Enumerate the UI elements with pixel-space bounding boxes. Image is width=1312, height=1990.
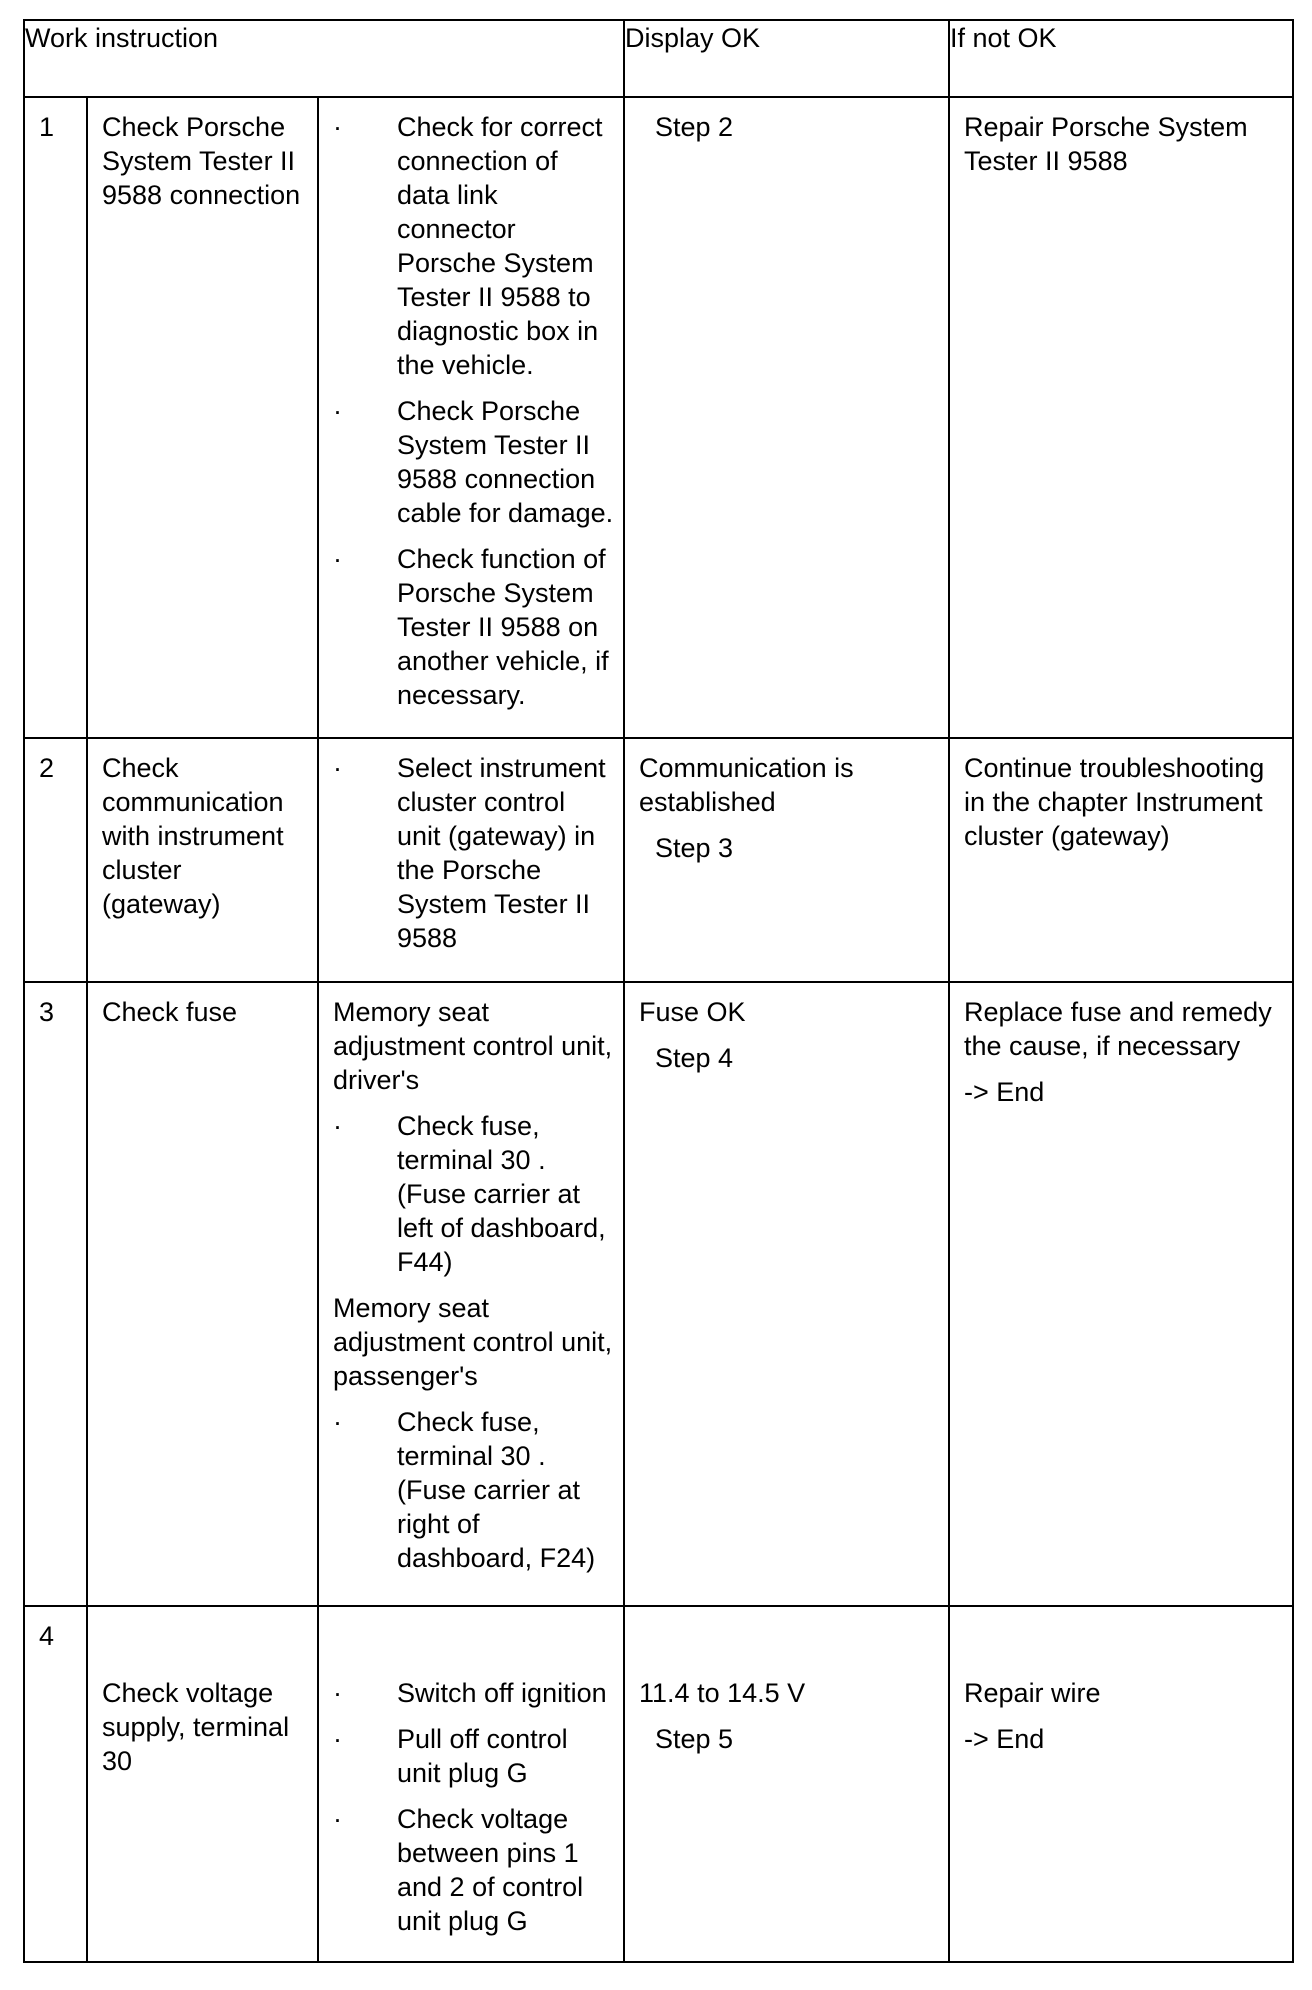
- step-title: Check fuse: [87, 982, 318, 1606]
- step-number: 2: [24, 738, 87, 982]
- spacer: [333, 1619, 615, 1676]
- not-ok-cell: [949, 97, 1293, 738]
- display-step: Step 3: [655, 833, 734, 863]
- bullet-text: Check fuse, terminal 30 . (Fuse carrier at right of dashboard, F24): [397, 1407, 596, 1573]
- table-row: [24, 97, 1293, 738]
- bullet-text: Check function of Porsche System Tester II 9588 on another vehicle, if necessary.: [397, 544, 609, 710]
- group-label: Memory seat adjustment control unit, driver's: [333, 997, 613, 1095]
- bullet-dot: ·: [333, 1111, 342, 1141]
- header-display-ok: Display OK: [624, 20, 949, 97]
- header-row: [24, 20, 1293, 97]
- spacer: [964, 1619, 1284, 1676]
- bullet-item: [333, 110, 615, 382]
- bullet-item: [333, 1109, 615, 1279]
- display-ok-cell: [624, 738, 949, 982]
- spacer: [639, 1619, 940, 1676]
- display-text: 11.4 to 14.5 V: [639, 1678, 806, 1708]
- not-ok-text: Continue troubleshooting in the chapter Instrument cluster (gateway): [964, 753, 1265, 851]
- display-ok-cell: [624, 97, 949, 738]
- bullet-dot: ·: [333, 1804, 342, 1834]
- bullet-item: [333, 1722, 615, 1790]
- not-ok-cell: [949, 1606, 1293, 1962]
- step-number: 4: [24, 1606, 87, 1962]
- bullet-text: Check voltage between pins 1 and 2 of control unit plug G: [397, 1804, 584, 1936]
- bullet-item: [333, 1405, 615, 1575]
- table-row: [24, 1606, 1293, 1962]
- bullet-dot: ·: [333, 544, 342, 574]
- step-number: 3: [24, 982, 87, 1606]
- bullet-dot: ·: [333, 1407, 342, 1437]
- bullet-text: Select instrument cluster control unit (gateway) in the Porsche System Tester II 9588: [397, 753, 606, 953]
- header-work-instruction: Work instruction: [24, 20, 624, 97]
- header-if-not-ok: If not OK: [949, 20, 1293, 97]
- not-ok-end: -> End: [964, 1724, 1045, 1754]
- display-ok-cell: [624, 1606, 949, 1962]
- step-instructions: [318, 982, 624, 1606]
- bullet-item: [333, 1802, 615, 1938]
- bullet-dot: ·: [333, 1724, 342, 1754]
- display-text: Communication is established: [639, 753, 854, 817]
- bullet-text: Check for correct connection of data link connector Porsche System Tester II 9588 to diagnostic box in the vehicle.: [397, 112, 603, 380]
- not-ok-text: Replace fuse and remedy the cause, if necessary: [964, 997, 1272, 1061]
- not-ok-cell: [949, 738, 1293, 982]
- display-text: Fuse OK: [639, 997, 746, 1027]
- bullet-dot: ·: [333, 396, 342, 426]
- step-title: Check voltage supply, terminal 30: [102, 1678, 290, 1776]
- not-ok-cell: [949, 982, 1293, 1606]
- not-ok-text: Repair Porsche System Tester II 9588: [964, 112, 1248, 176]
- bullet-item: [333, 394, 615, 530]
- step-instructions: [318, 1606, 624, 1962]
- display-step: Step 2: [655, 112, 734, 142]
- bullet-dot: ·: [333, 1678, 342, 1708]
- bullet-dot: ·: [333, 753, 342, 783]
- display-step: Step 5: [655, 1724, 734, 1754]
- spacer: [102, 1619, 307, 1676]
- work-instruction-table: [23, 19, 1294, 1963]
- table-row: [24, 982, 1293, 1606]
- step-title-cell: [87, 1606, 318, 1962]
- bullet-text: Check Porsche System Tester II 9588 connection cable for damage.: [397, 396, 614, 528]
- step-instructions: [318, 97, 624, 738]
- not-ok-text: Repair wire: [964, 1678, 1101, 1708]
- bullet-item: [333, 542, 615, 712]
- step-title: Check Porsche System Tester II 9588 connection: [87, 97, 318, 738]
- display-step: Step 4: [655, 1043, 734, 1073]
- display-ok-cell: [624, 982, 949, 1606]
- bullet-text: Pull off control unit plug G: [397, 1724, 568, 1788]
- bullet-dot: ·: [333, 112, 342, 142]
- bullet-item: [333, 1676, 615, 1710]
- step-title: Check communication with instrument cluster (gateway): [87, 738, 318, 982]
- not-ok-end: -> End: [964, 1077, 1045, 1107]
- bullet-item: [333, 751, 615, 955]
- group-label: Memory seat adjustment control unit, passenger's: [333, 1293, 613, 1391]
- step-number: 1: [24, 97, 87, 738]
- bullet-text: Check fuse, terminal 30 . (Fuse carrier at left of dashboard, F44): [397, 1111, 606, 1277]
- table-row: [24, 738, 1293, 982]
- bullet-text: Switch off ignition: [397, 1678, 607, 1708]
- step-instructions: [318, 738, 624, 982]
